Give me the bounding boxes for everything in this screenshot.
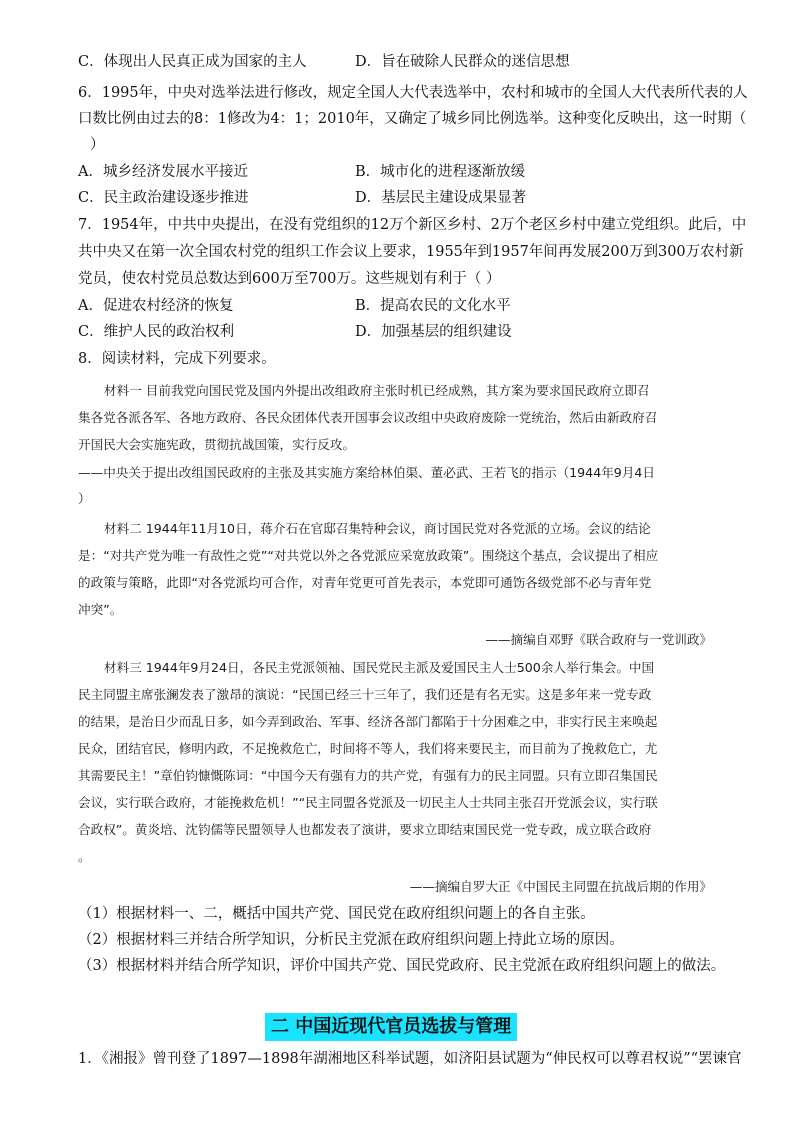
q8-requirement-3: （3）根据材料并结合所学知识，评价中国共产党、国民党政府、民主党派在政府组织问题上的做法。 (78, 958, 726, 974)
material1-line3: 开国民大会实施宪政，贯彻抗战国策，实行反攻。 (78, 437, 356, 452)
material3-line2: 民主同盟主席张澜发表了激昂的演说：“民国已经三十三年了，我们还是有名无实。这是多年来一党专政 (78, 687, 652, 702)
q6-stem-line2: 口数比例由过去的8：1修改为4：1；2010年，又确定了城乡同比例选举。这种变化反映出，这一时期（ (78, 111, 747, 127)
q6-option-b: B．城市化的进程逐渐放缓 (355, 164, 526, 180)
q7-option-a: A．促进农村经济的恢复 (78, 298, 234, 314)
q6-option-a: A．城乡经济发展水平接近 (78, 164, 248, 180)
q8-requirement-1: （1）根据材料一、二，概括中国共产党、国民党在政府组织问题上的各自主张。 (78, 906, 595, 922)
q7-option-d: D．加强基层的组织建设 (355, 324, 512, 340)
material3-line7: 合政权”。黄炎培、沈钧儒等民盟领导人也都发表了演讲，要求立即结束国民党一党专政，成立联合政府 (78, 822, 652, 837)
material2-line2: 是：“对共产党为唯一有敌性之党”“对共党以外之各党派应采宽放政策”。围绕这个基点，会议提出了相应 (78, 548, 659, 563)
q7-stem-line2: 共中央又在第一次全国农村党的组织工作会议上要求，1955年到1957年间再发展200万到300万农村新 (78, 244, 744, 260)
next-question-line1: 1．《湘报》曾刊登了1897—1898年湖湘地区科举试题，如济阳县试题为“伸民权可以尊君权说”“罢谏官 (78, 1051, 742, 1067)
material3-source: ——摘编自罗大正《中国民主同盟在抗战后期的作用》 (409, 879, 712, 894)
material1-line2: 集各党各派各军、各地方政府、各民众团体代表开国事会议改组中央政府废除一党统治，然后由新政府召 (78, 410, 658, 425)
material1-line1: 材料一 目前我党向国民党及国内外提出改组政府主张时机已经成熟，其方案为要求国民政府立即召 (104, 383, 650, 398)
q5-option-d: D．旨在破除人民群众的迷信思想 (355, 54, 570, 70)
q6-stem-line1: 6．1995年，中央对选举法进行修改，规定全国人大代表选举中，农村和城市的全国人大代表所代表的人 (78, 85, 748, 101)
material2-source: ——摘编自邓野《联合政府与一党训政》 (485, 632, 712, 647)
q8-requirement-2: （2）根据材料三并结合所学知识，分析民主党派在政府组织问题上持此立场的原因。 (78, 932, 624, 948)
q6-option-d: D．基层民主建设成果显著 (355, 190, 527, 206)
material2-line3: 的政策与策略，此即“对各党派均可合作，对青年党更可首先表示，本党即可通饬各级党部不必与青年党 (78, 575, 652, 590)
material2-line4: 冲突”。 (78, 602, 123, 617)
material3-line1: 材料三 1944年9月24日，各民主党派领袖、国民党民主派及爱国民主人士500余人举行集会。中国 (104, 660, 655, 675)
material3-line3: 的结果，是治日少而乱日多，如今弄到政治、军事、经济各部门都陷于十分困难之中，非实行民主来唤起 (78, 714, 658, 729)
q7-option-c: C．维护人民的政治权利 (78, 324, 235, 340)
q8-stem: 8．阅读材料，完成下列要求。 (78, 351, 276, 367)
q7-stem-line3: 党员，使农村党员总数达到600万至700万。这些规划有利于（ ） (78, 271, 501, 287)
q7-option-b: B．提高农民的文化水平 (355, 298, 511, 314)
material2-line1: 材料二 1944年11月10日，蒋介石在官邸召集特种会议，商讨国民党对各党派的立场。会议的结论 (104, 521, 651, 536)
q7-stem-line1: 7．1954年，中共中央提出，在没有党组织的12万个新区乡村、2万个老区乡村中建立党组织。此后，中 (78, 217, 747, 233)
q6-stem-line3: ） (90, 137, 105, 153)
material3-line6: 会议，实行联合政府，才能挽救危机！”“民主同盟各党派及一切民主人士共同主张召开党派会议，实行联 (78, 795, 658, 810)
q6-option-c: C．民主政治建设逐步推进 (78, 190, 249, 206)
material1-source-line2: ） (78, 491, 91, 506)
material3-line8: 。 (78, 849, 91, 864)
material1-source-line1: ——中央关于提出改组国民政府的主张及其实施方案给林伯渠、董必武、王若飞的指示（1944年9月4日 (78, 465, 656, 480)
section-heading: 二 中国近现代官员选拔与管理 (265, 1013, 517, 1041)
material3-line5: 其需要民主！”章伯钧慷慨陈词：“中国今天有强有力的共产党，有强有力的民主同盟。只有立即召集国民 (78, 768, 658, 783)
q5-option-c: C．体现出人民真正成为国家的主人 (78, 54, 307, 70)
material3-line4: 民众，团结官民，修明内政，不足挽救危亡，时间将不等人，我们将来要民主，而目前为了挽救危亡，尤 (78, 741, 658, 756)
